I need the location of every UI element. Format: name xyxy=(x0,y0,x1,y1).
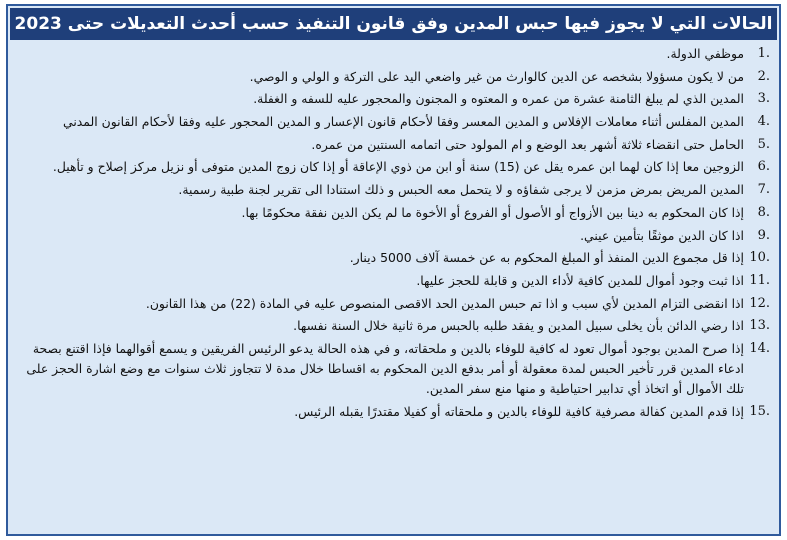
item-number: 3. xyxy=(757,91,770,107)
item-text: المدين المريض بمرض مزمن لا يرجى شفاؤه و لا يتحمل معه الحبس و ذلك استنادا الى تقرير لجنة طبية رسمية. xyxy=(178,182,744,198)
list-item xyxy=(18,89,770,109)
item-text: الزوجين معا إذا كان لهما ابن عمره يقل عن (15) سنة أو ابن من ذوي الإعاقة أو إذا كان زوج المدين متوفى أو نزيل مركز إصلاح و تأهيل. xyxy=(52,159,744,175)
page-title: الحالات التي لا يجوز فيها حبس المدين وفق قانون التنفيذ حسب أحدث التعديلات حتى 2023 xyxy=(10,8,777,40)
item-text: اذا رضي الدائن بأن يخلى سبيل المدين و يفقد طلبه بالحبس مرة ثانية خلال السنة نفسها. xyxy=(293,318,744,334)
list-item xyxy=(18,316,770,336)
list-item xyxy=(18,248,770,268)
item-number: 13. xyxy=(749,318,770,334)
item-number: 1. xyxy=(757,46,770,61)
list-item xyxy=(18,112,770,132)
list-item xyxy=(18,294,770,314)
list-item xyxy=(18,180,770,200)
list-item xyxy=(18,67,770,87)
item-text: اذا ثبت وجود أموال للمدين كافية لأداء الدين و قابلة للحجز عليها. xyxy=(416,272,744,288)
list-item xyxy=(18,339,770,399)
item-number: 10. xyxy=(749,250,770,266)
item-text: من لا يكون مسؤولا بشخصه عن الدين كالوارث من غير واضعي اليد على التركة و الولي و الوصي. xyxy=(249,68,744,84)
item-text: إذا قل مجموع الدين المنفذ أو المبلغ المحكوم به عن خمسة آلاف 5000 دينار. xyxy=(349,250,744,266)
list-item xyxy=(18,157,770,177)
item-number: 12. xyxy=(749,295,770,311)
item-number: 4. xyxy=(757,114,770,130)
item-text: المدين الذي لم يبلغ الثامنة عشرة من عمره و المعتوه و المجنون والمحجور عليه للسفه و الغفلة. xyxy=(253,91,744,107)
item-number: 15. xyxy=(749,403,770,419)
item-text: الحامل حتى انقضاء ثلاثة أشهر بعد الوضع و ام المولود حتى اتمامه السنتين من عمره. xyxy=(311,136,744,152)
item-number: 6. xyxy=(757,159,770,175)
item-text: إذا كان المحكوم به دينا بين الأزواج أو الأصول أو الفروع أو الأخوة ما لم يكن الدين نفقة محكومًا بها. xyxy=(241,204,744,220)
item-text: إذا صرح المدين بوجود أموال تعود له كافية للوفاء بالدين و ملحقاته، و في هذه الحالة يدعو الرئيس الفريقين و يسمع أقوالهما فإذا اقتنع بصحة ادعاء المدين قرر تأخير الحبس لمدة معقولة أو أمر بدفع الدين المحكوم به اقساطا خلال مدة لا تتجاوز ثلاث سنوات مع وضع اشارة الحجز على تلك الأموال أو اتخاذ أي تدابير احتياطية و منها منع سفر المدين. xyxy=(26,340,744,396)
item-number: 14. xyxy=(749,340,770,356)
item-text: اذا انقضى التزام المدين لأي سبب و اذا تم حبس المدين الحد الاقصى المنصوص عليه في المادة (22) من هذا القانون. xyxy=(145,295,744,311)
item-text: موظفي الدولة. xyxy=(666,46,744,61)
item-number: 8. xyxy=(757,204,770,220)
item-number: 7. xyxy=(757,182,770,198)
item-text: اذا كان الدين موثقًا بتأمين عيني. xyxy=(580,227,744,243)
list-item xyxy=(18,135,770,155)
item-text: إذا قدم المدين كفالة مصرفية كافية للوفاء بالدين و ملحقاته أو كفيلا مقتدرًا يقبله الرئيس. xyxy=(294,403,744,419)
cases-list xyxy=(18,44,770,532)
list-item xyxy=(18,226,770,246)
item-number: 2. xyxy=(757,68,770,84)
item-number: 9. xyxy=(757,227,770,243)
item-number: 5. xyxy=(757,136,770,152)
item-number: 11. xyxy=(749,272,770,288)
list-item xyxy=(18,44,770,64)
list-item xyxy=(18,203,770,223)
list-item xyxy=(18,402,770,422)
list-item xyxy=(18,271,770,291)
item-text: المدين المفلس أثناء معاملات الإفلاس و المدين المعسر وفقا لأحكام قانون الإعسار و المدين المحجور عليه وفقا لأحكام القانون المدني xyxy=(63,114,744,130)
